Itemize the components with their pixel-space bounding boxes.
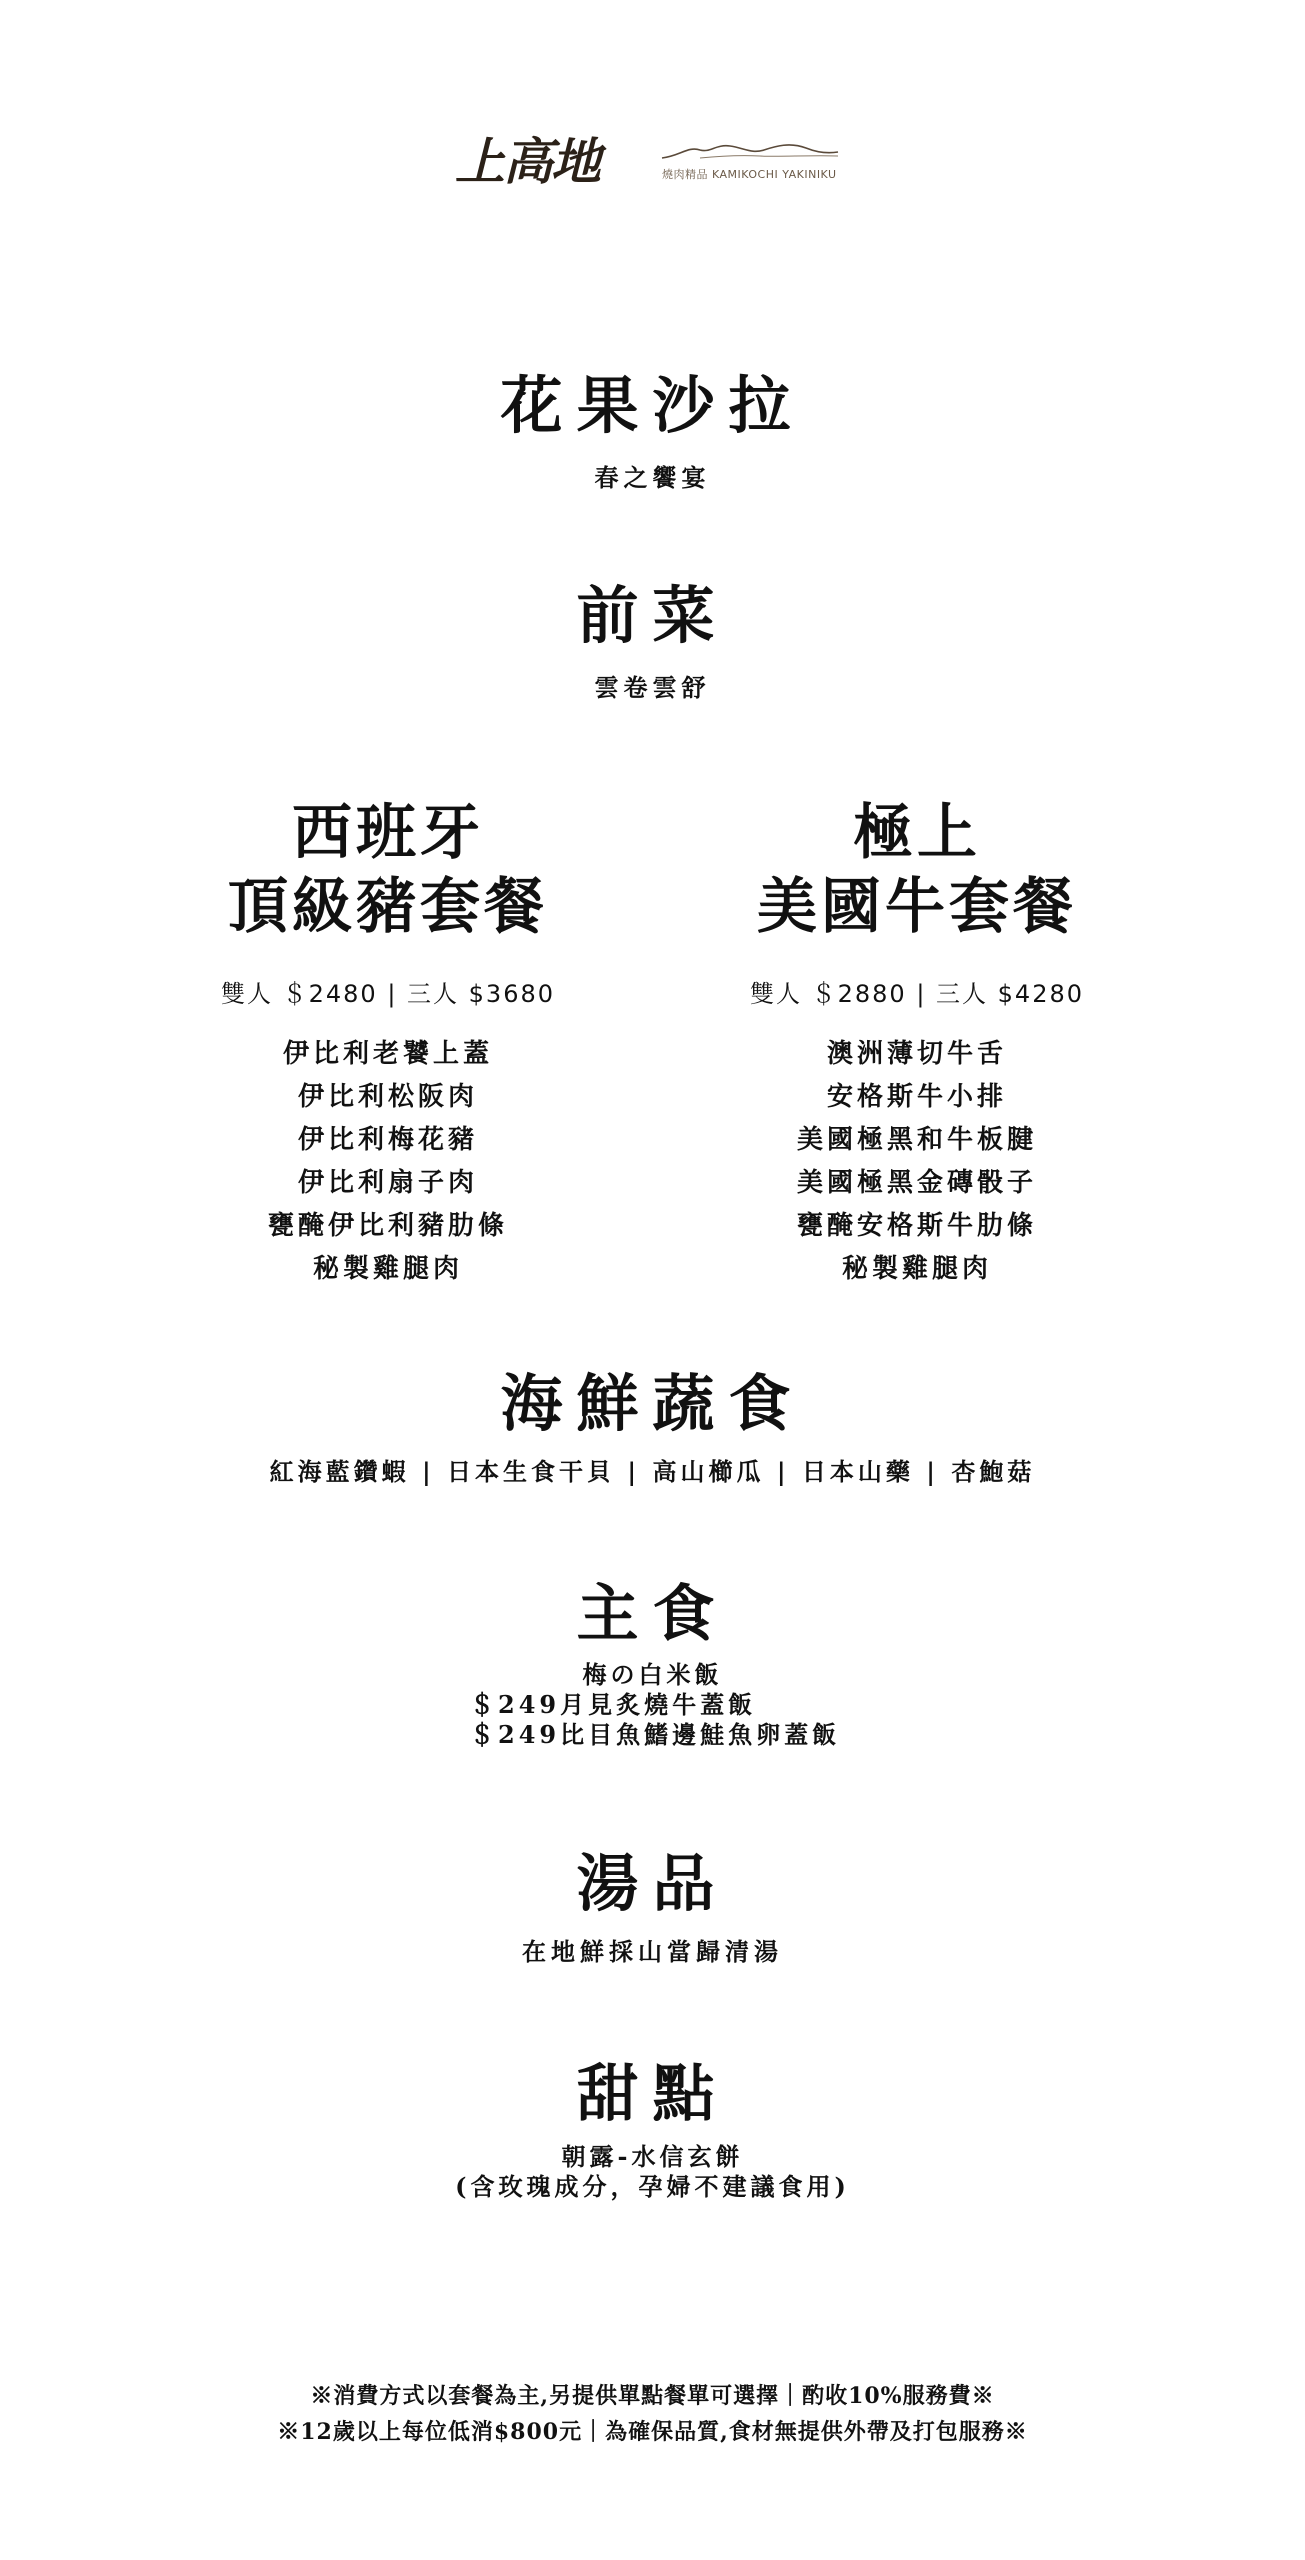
list-item: 伊比利松阪肉 xyxy=(297,1082,478,1112)
staple-section xyxy=(0,1577,1305,1650)
staple-line-3: ＄249比目魚鰭邊鮭魚卵蓋飯 xyxy=(470,1720,841,1749)
beef-set-title-1: 極上 xyxy=(853,798,981,868)
pork-set-title-1: 西班牙 xyxy=(292,798,484,868)
list-item: 澳洲薄切牛舌 xyxy=(826,1039,1007,1069)
list-item: 甕醃伊比利豬肋條 xyxy=(267,1211,508,1241)
mountain-icon xyxy=(660,140,840,162)
footer-line-2: ※12歲以上每位低消$800元｜為確保品質,食材無提供外帶及打包服務※ xyxy=(277,2419,1028,2445)
logo-subtitle: 燒肉精品 KAMIKOCHI YAKINIKU xyxy=(662,168,837,181)
list-item: 伊比利老饕上蓋 xyxy=(282,1039,493,1069)
salad-sub-wrap xyxy=(0,458,1305,493)
appetizer-subtitle: 雲卷雲舒 xyxy=(594,673,711,702)
beef-set-price: 雙人 ＄2880 | 三人 $4280 xyxy=(749,980,1085,1008)
beef-set-title-2: 美國牛套餐 xyxy=(757,872,1077,942)
seafood-section xyxy=(0,1367,1305,1440)
list-item: 甕醃安格斯牛肋條 xyxy=(796,1211,1037,1241)
appetizer-section xyxy=(0,579,1305,652)
seafood-subtitle: 紅海藍鑽蝦 | 日本生食干貝 | 高山櫛瓜 | 日本山藥 | 杏鮑菇 xyxy=(269,1457,1036,1486)
salad-section xyxy=(0,369,1305,442)
dessert-line-2: (含玫瑰成分，孕婦不建議食用) xyxy=(455,2172,850,2201)
dessert-title: 甜點 xyxy=(576,2057,729,2130)
logo-wordmark: 上高地 xyxy=(455,132,599,191)
dessert-line-1: 朝露-水信玄餅 xyxy=(561,2142,744,2171)
list-item: 秘製雞腿肉 xyxy=(312,1254,463,1284)
salad-subtitle: 春之饗宴 xyxy=(594,463,711,492)
footer-line-1: ※消費方式以套餐為主,另提供單點餐單可選擇｜酌收10%服務費※ xyxy=(310,2383,995,2409)
pork-set-items xyxy=(123,1033,653,1291)
pork-set xyxy=(123,796,653,1291)
salad-title: 花果沙拉 xyxy=(500,369,805,442)
soup-sub-wrap xyxy=(0,1932,1305,1967)
soup-title: 湯品 xyxy=(576,1847,729,1920)
seafood-sub-wrap xyxy=(0,1452,1305,1487)
staple-title: 主食 xyxy=(576,1577,729,1650)
staple-line-2: ＄249月見炙燒牛蓋飯 xyxy=(470,1690,757,1719)
dessert-section xyxy=(0,2057,1305,2130)
staple-line-1: 梅の白米飯 xyxy=(582,1660,723,1689)
list-item: 美國極黑金磚骰子 xyxy=(796,1168,1037,1198)
soup-subtitle: 在地鮮採山當歸清湯 xyxy=(522,1937,783,1966)
staple-lines xyxy=(0,1660,1305,1750)
appetizer-title: 前菜 xyxy=(576,579,729,652)
list-item: 伊比利梅花豬 xyxy=(297,1125,478,1155)
pork-set-price: 雙人 ＄2480 | 三人 $3680 xyxy=(220,980,556,1008)
brand-logo xyxy=(455,132,855,192)
beef-set xyxy=(652,796,1182,1291)
beef-set-items xyxy=(652,1033,1182,1291)
list-item: 伊比利扇子肉 xyxy=(297,1168,478,1198)
appetizer-sub-wrap xyxy=(0,668,1305,703)
seafood-title: 海鮮蔬食 xyxy=(500,1367,805,1440)
soup-section xyxy=(0,1847,1305,1920)
dessert-lines xyxy=(0,2142,1305,2202)
list-item: 美國極黑和牛板腱 xyxy=(796,1125,1037,1155)
list-item: 安格斯牛小排 xyxy=(826,1082,1007,1112)
pork-set-title-2: 頂級豬套餐 xyxy=(228,872,548,942)
footer-notes xyxy=(0,2378,1305,2450)
list-item: 秘製雞腿肉 xyxy=(841,1254,992,1284)
